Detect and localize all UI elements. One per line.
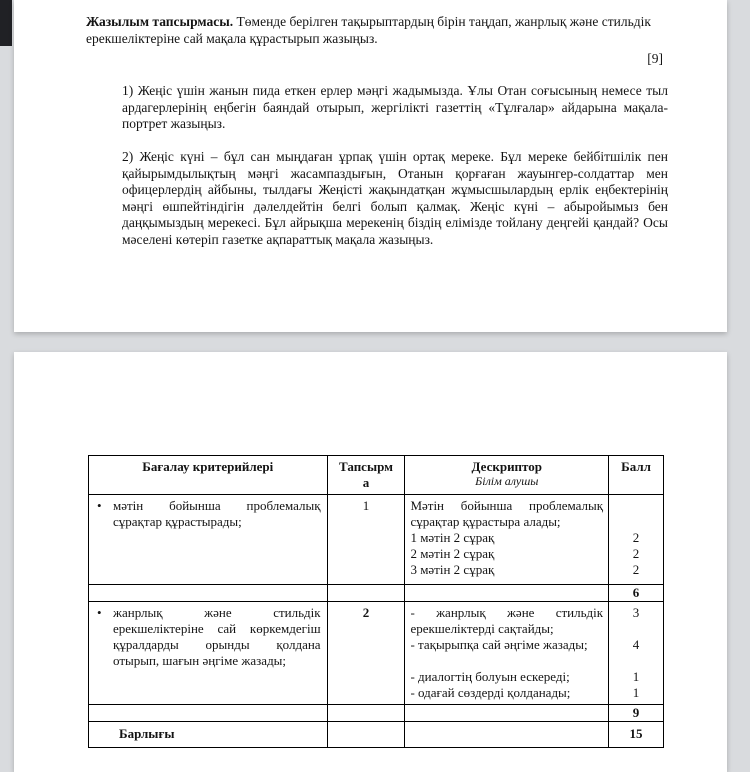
- subtotal-value-2: 9: [609, 705, 664, 722]
- score-value: 2: [632, 562, 640, 577]
- empty-cell: [89, 585, 328, 602]
- score-value: 2: [632, 530, 640, 545]
- assignment-intro: [86, 14, 668, 47]
- criteria-cell-1: [89, 495, 328, 585]
- header-task-label: Тапсырма: [339, 459, 393, 490]
- score-value: 3: [632, 605, 640, 620]
- task-number-cell-1: [328, 495, 406, 585]
- descriptor-line: - тақырыпқа сай әңгіме жазады;: [410, 637, 588, 652]
- bullet-marker: •: [97, 605, 102, 620]
- header-score: Балл: [609, 456, 664, 495]
- descriptor-line: 2 мәтін 2 сұрақ: [410, 546, 495, 561]
- score-value: 2: [632, 546, 640, 561]
- empty-cell: [328, 705, 406, 722]
- score-value: 4: [632, 637, 640, 652]
- descriptor-cell-2: [405, 602, 609, 705]
- empty-cell: [405, 705, 609, 722]
- score-value: 1: [632, 669, 640, 684]
- empty-cell: [405, 585, 609, 602]
- header-descriptor: [405, 456, 609, 495]
- descriptor-cell-1: [405, 495, 609, 585]
- criteria-text-1: мәтін бойынша проблемалық сұрақтар құрастырады;: [113, 498, 321, 529]
- table-row-2: [89, 602, 664, 705]
- document-page-1: [14, 0, 727, 332]
- empty-cell: [328, 585, 406, 602]
- subtotal-row-1: [89, 585, 664, 602]
- assignment-intro-text: Төменде берілген тақырыптардың бірін таңдап, жанрлық және стильдік ерекшеліктеріне сай мақала құрастырып жазыңыз.: [86, 14, 651, 46]
- task-number-cell-2: [328, 602, 406, 705]
- header-task: [328, 456, 406, 495]
- task-number-2: 2: [362, 605, 370, 620]
- criteria-cell-2: [89, 602, 328, 705]
- task-number-1: 1: [362, 498, 370, 513]
- assessment-rubric-table: [88, 455, 664, 748]
- score-value: 1: [632, 685, 640, 700]
- descriptor-line: - жанрлық және стильдік ерекшеліктерді сақтайды;: [410, 605, 604, 636]
- descriptor-line: - диалогтің болуын ескереді;: [410, 669, 570, 684]
- subtotal-row-2: [89, 705, 664, 722]
- total-label: Барлығы: [89, 722, 328, 748]
- subtotal-value-1: 6: [609, 585, 664, 602]
- empty-cell: [405, 722, 609, 748]
- assignment-title: Жазылым тапсырмасы.: [86, 14, 234, 29]
- descriptor-line: 1 мәтін 2 сұрақ: [410, 530, 495, 545]
- table-header-row: [89, 456, 664, 495]
- score-spacer: [609, 498, 663, 530]
- table-row-1: [89, 495, 664, 585]
- document-page-2: [14, 352, 727, 772]
- empty-cell: [328, 722, 406, 748]
- empty-cell: [89, 705, 328, 722]
- header-descriptor-label: Дескриптор: [471, 459, 542, 474]
- score-cell-2: [609, 602, 664, 705]
- descriptor-line: 3 мәтін 2 сұрақ: [410, 562, 495, 577]
- task-option-2: 2) Жеңіс күні – бұл сан мыңдаған ұрпақ үшін ортақ мереке. Бұл мереке бейбітшілік пен қайырымдылықтың мәңгі жасампаздығын, Отанын қорғаған жауынгер-солдаттар мен офицерлердің айбыны, тылдағы Жеңісті жақындатқан жұмысшылардың ерлік еңбектерінің мәңгі өшпейтіндігін дәлелдейтін белгі болып қалмақ. Жеңіс күні – абыройымыз бен даңқымыздың мерекесі. Бұл айрықша мерекенің біздің елімізде тойлану деңгейі қандай? Осы мәселені көтеріп газетке ақпараттық мақала жазыңыз.: [122, 148, 668, 247]
- total-row: [89, 722, 664, 748]
- header-descriptor-subtitle: Білім алушы: [475, 474, 539, 488]
- assignment-max-score: [9]: [647, 51, 663, 67]
- score-cell-1: [609, 495, 664, 585]
- criteria-text-2: жанрлық және стильдік ерекшеліктеріне сай көркемдегіш құралдарды орынды қолдана отырып, шағын әңгіме жазады;: [113, 605, 321, 668]
- task-option-1: 1) Жеңіс үшін жанын пида еткен ерлер мәңгі жадымызда. Ұлы Отан соғысының немесе тыл ардагерлерінің еңбегін баяндай отырып, жергілікті газеттің «Тұлғалар» айдарына мақала-портрет жазыңыз.: [122, 83, 668, 132]
- descriptor-line: - одағай сөздерді қолданады;: [410, 685, 571, 700]
- bullet-marker: •: [97, 498, 102, 513]
- page-corner-artifact: [0, 0, 12, 46]
- descriptor-intro: Мәтін бойынша проблемалық сұрақтар құрастыра алады;: [410, 498, 604, 529]
- header-criteria: Бағалау критерийлері: [89, 456, 328, 495]
- total-value: 15: [609, 722, 664, 748]
